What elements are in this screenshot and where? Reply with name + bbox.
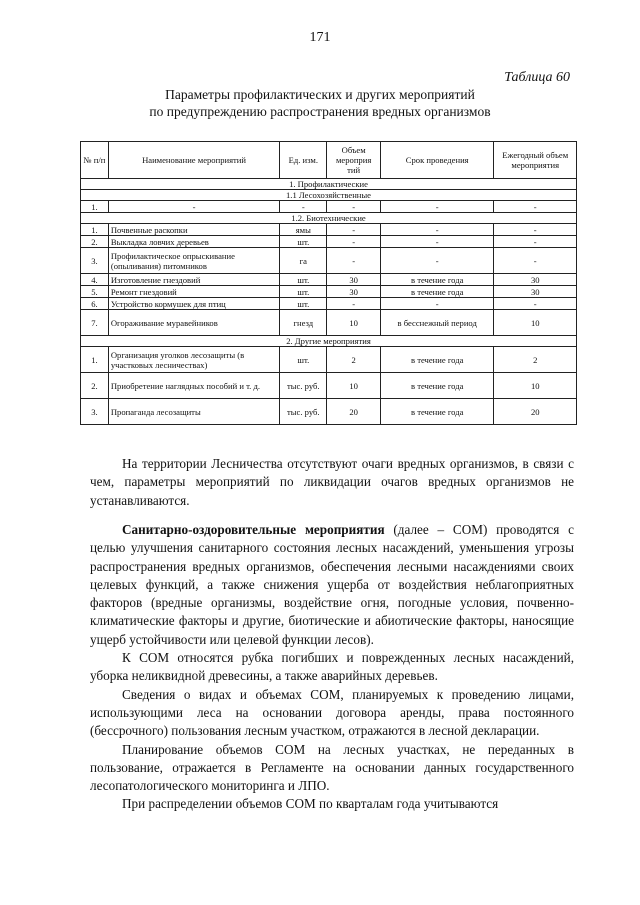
cell-name: Выкладка ловчих деревьев — [108, 236, 279, 248]
cell-volume: - — [327, 248, 381, 274]
cell-num: 2. — [81, 373, 109, 399]
cell-volume: 30 — [327, 286, 381, 298]
som-term: Санитарно-оздоровительные мероприятия — [122, 522, 385, 537]
table-row — [81, 298, 577, 310]
cell-name: Устройство кормушек для птиц — [108, 298, 279, 310]
cell-annual: 10 — [494, 310, 577, 336]
cell-unit: гнезд — [280, 310, 327, 336]
table-row — [81, 224, 577, 236]
som-definition-text: (далее – СОМ) проводятся с целью улучшения санитарного состояния лесных насаждений, уменьшения угрозы распространения вредных организмов, обеспечения лесными насаждениями своих целевых функций, а также снижения ущерба от воздействия неблагоприятных факторов (вредные организмы, воздействие огня, погодные условия, почвенно-климатические факторы и другие, биотические и абиотические факторы, наносящие ущерб устойчивости или целевой функции лесов). — [90, 522, 574, 647]
cell-num: 1. — [81, 224, 109, 236]
cell-annual: - — [494, 248, 577, 274]
title-line-2: по предупреждению распространения вредных организмов — [149, 104, 491, 119]
cell-unit: тыс. руб. — [280, 399, 327, 425]
section-prof: 1. Профилактические — [81, 179, 577, 190]
cell-num: 5. — [81, 286, 109, 298]
table-row — [81, 310, 577, 336]
header-unit: Ед. изм. — [280, 142, 327, 179]
cell-volume: - — [327, 201, 381, 213]
paragraph-text: При распределении объемов СОМ по кварталам года учитываются — [122, 796, 499, 812]
cell-unit: тыс. руб. — [280, 373, 327, 399]
cell-annual: 2 — [494, 347, 577, 373]
cell-term: в бесснежный период — [380, 310, 494, 336]
cell-num: 3. — [81, 248, 109, 274]
section-biotech: 1.2. Биотехнические — [81, 213, 577, 224]
cell-term: - — [380, 224, 494, 236]
header-annual: Ежегодный объем мероприятия — [494, 142, 577, 179]
cell-term: в течение года — [380, 399, 494, 425]
cell-unit: - — [280, 201, 327, 213]
section-row — [81, 179, 577, 190]
cell-unit: шт. — [280, 236, 327, 248]
cell-num: 6. — [81, 298, 109, 310]
paragraph-text: К СОМ относятся рубка погибших и поврежденных лесных насаждений, уборка неликвидной древесины, а также аварийных деревьев. — [90, 650, 574, 684]
table-row — [81, 286, 577, 298]
cell-num: 1. — [81, 347, 109, 373]
body-paragraph-1 — [90, 455, 574, 510]
title-line-1: Параметры профилактических и других мероприятий — [165, 87, 475, 102]
cell-volume: - — [327, 298, 381, 310]
cell-annual: 10 — [494, 373, 577, 399]
cell-annual: - — [494, 298, 577, 310]
cell-term: в течение года — [380, 347, 494, 373]
cell-num: 2. — [81, 236, 109, 248]
header-num: № п/п — [81, 142, 109, 179]
cell-annual: 30 — [494, 286, 577, 298]
table-row — [81, 373, 577, 399]
cell-annual: 30 — [494, 274, 577, 286]
cell-num: 3. — [81, 399, 109, 425]
table-title — [0, 86, 640, 120]
measures-table — [80, 141, 577, 425]
section-row — [81, 336, 577, 347]
cell-unit: ямы — [280, 224, 327, 236]
table-row — [81, 274, 577, 286]
cell-unit: га — [280, 248, 327, 274]
cell-volume: 30 — [327, 274, 381, 286]
cell-name: Профилактическое опрыскивание (опыливания) питомников — [108, 248, 279, 274]
cell-num: 7. — [81, 310, 109, 336]
cell-name: Почвенные раскопки — [108, 224, 279, 236]
cell-volume: - — [327, 224, 381, 236]
table-row — [81, 201, 577, 213]
cell-name: Изготовление гнездовий — [108, 274, 279, 286]
header-term: Срок проведения — [380, 142, 494, 179]
page-number: 171 — [309, 30, 331, 45]
cell-volume: 2 — [327, 347, 381, 373]
cell-volume: 10 — [327, 310, 381, 336]
cell-name: Огораживание муравейников — [108, 310, 279, 336]
cell-annual: - — [494, 236, 577, 248]
cell-term: - — [380, 298, 494, 310]
cell-name: Приобретение наглядных пособий и т. д. — [108, 373, 279, 399]
table-row — [81, 248, 577, 274]
cell-volume: 20 — [327, 399, 381, 425]
table-label: Таблица 60 — [504, 70, 570, 85]
section-forestry: 1.1 Лесохозяйственные — [81, 190, 577, 201]
body-text-block — [90, 521, 574, 814]
cell-name: Организация уголков лесозащиты (в участковых лесничествах) — [108, 347, 279, 373]
cell-name: - — [108, 201, 279, 213]
cell-term: в течение года — [380, 373, 494, 399]
cell-term: в течение года — [380, 286, 494, 298]
section-row — [81, 213, 577, 224]
cell-term: в течение года — [380, 274, 494, 286]
cell-term: - — [380, 236, 494, 248]
cell-volume: 10 — [327, 373, 381, 399]
cell-name: Пропаганда лесозащиты — [108, 399, 279, 425]
header-volume: Объем мероприя тий — [327, 142, 381, 179]
cell-unit: шт. — [280, 347, 327, 373]
cell-annual: 20 — [494, 399, 577, 425]
table-row — [81, 347, 577, 373]
table-row — [81, 399, 577, 425]
paragraph-som-definition — [90, 521, 574, 649]
cell-num: 4. — [81, 274, 109, 286]
paragraph-text: На территории Лесничества отсутствуют очаги вредных организмов, в связи с чем, параметры мероприятий по ликвидации очагов вредных организмов не устанавливаются. — [90, 456, 574, 508]
cell-unit: шт. — [280, 274, 327, 286]
cell-unit: шт. — [280, 298, 327, 310]
cell-annual: - — [494, 224, 577, 236]
cell-unit: шт. — [280, 286, 327, 298]
cell-num: 1. — [81, 201, 109, 213]
section-other: 2. Другие мероприятия — [81, 336, 577, 347]
cell-volume: - — [327, 236, 381, 248]
cell-term: - — [380, 201, 494, 213]
paragraph-text: Планирование объемов СОМ на лесных участках, не переданных в пользование, отражается в Регламенте на основании данных государственного лесопатологического мониторинга и ЛПО. — [90, 741, 574, 794]
table-row — [81, 236, 577, 248]
cell-annual: - — [494, 201, 577, 213]
section-row — [81, 190, 577, 201]
cell-term: - — [380, 248, 494, 274]
cell-name: Ремонт гнездовий — [108, 286, 279, 298]
table-header-row — [81, 142, 577, 179]
paragraph-text: Сведения о видах и объемах СОМ, планируемых к проведению лицами, использующими леса на основании договора аренды, права постоянного (бессрочного) пользования лесным участком, отражаются в лесной декларации. — [90, 686, 574, 739]
header-name: Наименование мероприятий — [108, 142, 279, 179]
